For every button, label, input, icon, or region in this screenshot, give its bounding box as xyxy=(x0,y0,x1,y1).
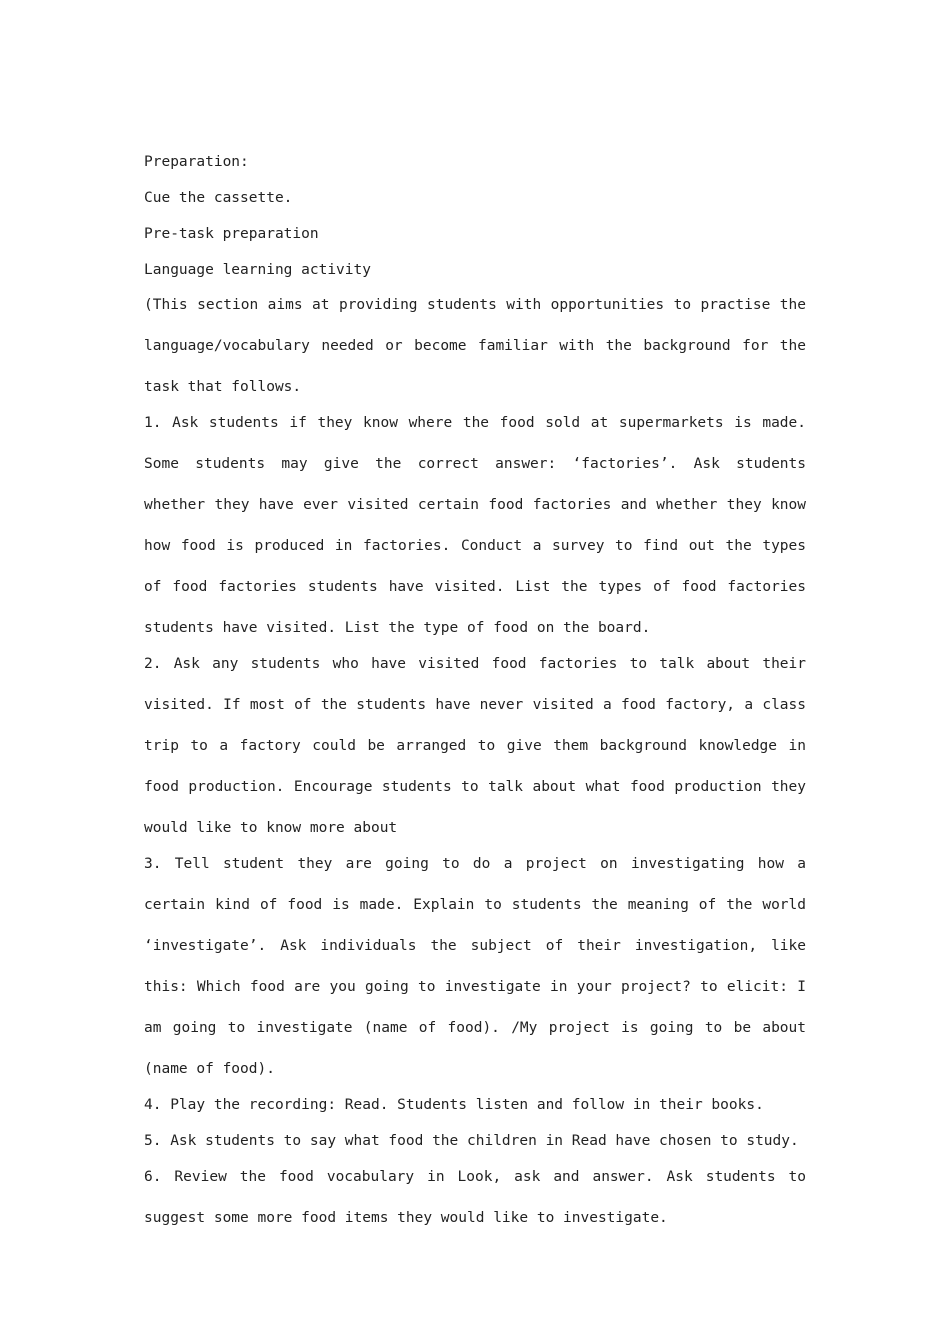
step-1-paragraph: 1. Ask students if they know where the food sold at supermarkets is made. Some students may give the correct answer: ‘factories’. Ask students whether they have ever visited certain food factories and whether they know how food is produced in factories. Conduct a survey to find out the types of food factories students have visited. List the types of food factories students have visited. List the type of food on the board. xyxy=(144,415,806,636)
step-4-paragraph: 4. Play the recording: Read. Students listen and follow in their books. xyxy=(144,1097,764,1113)
intro-paragraph: (This section aims at providing students with opportunities to practise the language/vocabulary needed or become familiar with the background for the task that follows. xyxy=(144,297,806,395)
document-body xyxy=(144,150,806,1243)
step-5-paragraph: 5. Ask students to say what food the children in Read have chosen to study. xyxy=(144,1133,799,1149)
step-2-paragraph: 2. Ask any students who have visited food factories to talk about their visited. If most of the students have never visited a food factory, a class trip to a factory could be arranged to give them background knowledge in food production. Encourage students to talk about what food production they would like to know more about xyxy=(144,656,806,836)
step-6-paragraph: 6. Review the food vocabulary in Look, ask and answer. Ask students to suggest some more food items they would like to investigate. xyxy=(144,1169,806,1226)
heading-pre-task: Pre-task preparation xyxy=(144,226,319,242)
step-3-paragraph: 3. Tell student they are going to do a project on investigating how a certain kind of food is made. Explain to students the meaning of the world ‘investigate’. Ask individuals the subject of their investigation, like this: Which food are you going to investigate in your project? to elicit: I am going to investigate (name of food). /My project is going to be about (name of food). xyxy=(144,856,806,1077)
line-cue-cassette: Cue the cassette. xyxy=(144,190,293,206)
heading-preparation: Preparation: xyxy=(144,154,249,170)
heading-language-activity: Language learning activity xyxy=(144,262,371,278)
